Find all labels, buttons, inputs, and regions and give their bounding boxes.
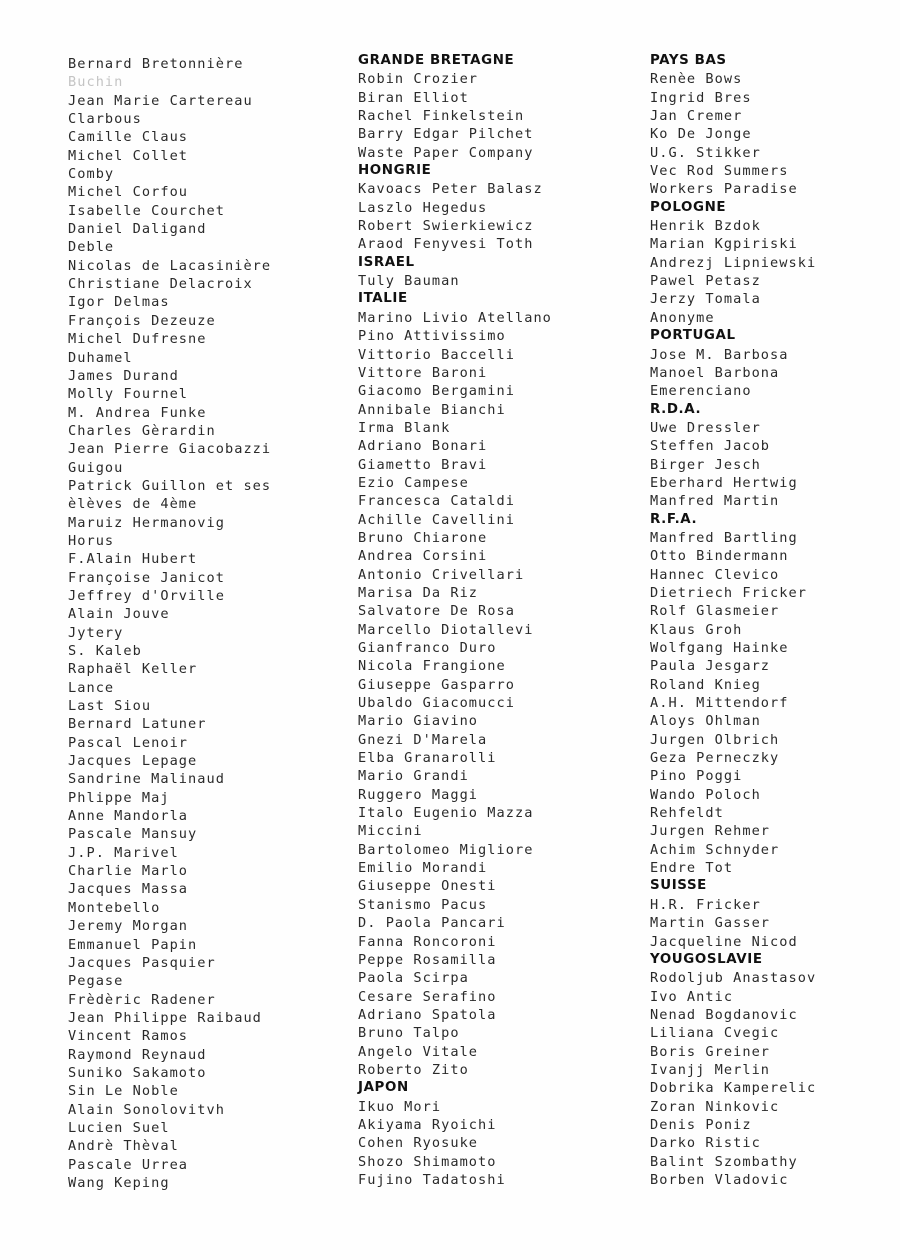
name-column-3 (650, 52, 816, 1189)
country-heading: PAYS BAS (650, 53, 727, 68)
participant-name: Giuseppe Gasparro (358, 676, 515, 693)
participant-name: Michel Collet (68, 147, 189, 164)
participant-name: Jurgen Olbrich (650, 731, 780, 748)
participant-name: Frèdèric Radener (68, 991, 216, 1008)
participant-name: Nicola Frangione (358, 658, 506, 675)
participant-name: Eberhard Hertwig (650, 474, 798, 491)
participant-name: Zoran Ninkovic (650, 1098, 780, 1115)
participant-name: U.G. Stikker (650, 144, 761, 161)
name-column-2 (358, 52, 552, 1189)
participant-name: Pawel Petasz (650, 273, 761, 290)
country-heading: ISRAEL (358, 254, 415, 270)
participant-name: Stanismo Pacus (358, 896, 488, 913)
participant-name: Pascale Urrea (68, 1156, 189, 1173)
participant-name: Françoise Janicot (68, 569, 225, 586)
participant-name: Giacomo Bergamini (358, 383, 515, 400)
participant-name: Alain Sonolovitvh (68, 1101, 225, 1118)
participant-name: Duhamel (68, 349, 133, 366)
participant-name: Emilio Morandi (358, 860, 488, 877)
participant-name: Jean Pierre Giacobazzi (68, 441, 272, 458)
participant-name: Jacques Lepage (68, 753, 198, 770)
participant-name: J.P. Marivel (68, 844, 179, 861)
participant-name: Montebello (68, 899, 161, 916)
participant-name: Buchin (68, 74, 124, 91)
participant-name: Marisa Da Riz (358, 584, 479, 601)
participant-name: Gianfranco Duro (358, 640, 497, 656)
participant-name: Renèe Bows (650, 71, 743, 88)
participant-name: Cohen Ryosuke (358, 1135, 479, 1152)
country-heading: YOUGOSLAVIE (650, 951, 763, 967)
participant-name: Last Siou (68, 698, 152, 715)
participant-name: Isabelle Courchet (68, 202, 225, 219)
participant-name: Maruiz Hermanovig (68, 514, 225, 531)
participant-name: Anonyme (650, 309, 715, 326)
participant-name: Vincent Ramos (68, 1028, 189, 1045)
participant-name: Henrik Bzdok (650, 218, 761, 235)
participant-name: Workers Paradise (650, 181, 798, 198)
country-heading: GRANDE BRETAGNE (358, 53, 515, 68)
participant-name: Jurgen Rehmer (650, 823, 771, 840)
participant-name: Molly Fournel (68, 386, 189, 403)
participant-name: Marian Kgpiriski (650, 236, 798, 253)
participant-name: Lance (68, 679, 115, 696)
participant-name: Angelo Vitale (358, 1043, 479, 1060)
participant-name: Darko Ristic (650, 1135, 761, 1152)
participant-name: Lucien Suel (68, 1119, 170, 1136)
participant-name: A.H. Mittendorf (650, 695, 789, 712)
participant-name: Wando Poloch (650, 786, 761, 803)
participant-name: Jerzy Tomala (650, 291, 761, 308)
participant-name: Rachel Finkelstein (358, 108, 525, 125)
participant-name: Uwe Dressler (650, 419, 761, 436)
participant-name: Christiane Delacroix (68, 276, 253, 293)
participant-name: Nenad Bogdanovic (650, 1006, 798, 1023)
participant-name: Manfred Bartling (650, 529, 798, 546)
participant-name: Shozo Shimamoto (358, 1153, 497, 1170)
participant-name: Rolf Glasmeier (650, 603, 780, 620)
participant-name: Denis Poniz (650, 1116, 752, 1133)
participant-name: Klaus Groh (650, 621, 743, 638)
participant-name: M. Andrea Funke (68, 404, 207, 421)
participant-name: Camille Claus (68, 129, 189, 146)
participant-name: James Durand (68, 367, 179, 384)
participant-name: Robert Swierkiewicz (358, 218, 534, 235)
participant-name: Adriano Bonari (358, 438, 488, 455)
participant-name: Marcello Diotallevi (358, 621, 534, 638)
participant-name: Charlie Marlo (68, 863, 189, 880)
participant-name: Jeremy Morgan (68, 918, 189, 935)
participant-name: Achim Schnyder (650, 841, 780, 858)
participant-name: Andrezj Lipniewski (650, 254, 817, 271)
participant-name: Vec Rod Summers (650, 163, 789, 180)
participant-name: Bernard Latuner (68, 716, 207, 733)
participant-name: Emerenciano (650, 383, 752, 400)
participant-name: Sin Le Noble (68, 1083, 179, 1100)
participant-name: Pino Attivissimo (358, 328, 506, 345)
participant-name: Miccini (358, 823, 423, 840)
participant-name: Boris Greiner (650, 1043, 771, 1060)
participant-name: Manoel Barbona (650, 364, 780, 381)
participant-name: Araod Fenyvesi Toth (358, 236, 534, 253)
participant-name: Jacques Pasquier (68, 954, 216, 971)
participant-name: Martin Gasser (650, 915, 771, 932)
participant-name: Barry Edgar Pilchet (358, 126, 534, 143)
participant-name: Clarbous (68, 111, 142, 128)
participant-name: Vittore Baroni (358, 364, 488, 381)
participant-name: F.Alain Hubert (68, 551, 198, 568)
participant-name: Roland Knieg (650, 676, 761, 693)
participant-name: Mario Grandi (358, 768, 469, 785)
participant-name: Fanna Roncoroni (358, 933, 497, 950)
participant-name: H.R. Fricker (650, 896, 761, 913)
participant-name: Francesca Cataldi (358, 493, 515, 510)
country-heading: ITALIE (358, 291, 408, 307)
participant-name: Rodoljub Anastasov (650, 970, 817, 987)
participant-name: Pascal Lenoir (68, 734, 189, 751)
participant-name: Raphaël Keller (68, 661, 198, 678)
participant-name: Alain Jouve (68, 606, 170, 623)
country-heading: JAPON (358, 1080, 409, 1096)
participant-name: D. Paola Pancari (358, 915, 506, 932)
participant-name: Adriano Spatola (358, 1006, 497, 1023)
participant-name: Fujino Tadatoshi (358, 1171, 506, 1188)
participant-name: Ingrid Bres (650, 89, 752, 106)
participant-name: Roberto Zito (358, 1061, 469, 1078)
participant-name: Borben Vladovic (650, 1171, 789, 1188)
participant-name: Ko De Jonge (650, 126, 752, 143)
participant-name: Jacques Massa (68, 881, 189, 898)
participant-name: Emmanuel Papin (68, 936, 198, 953)
participant-name: Endre Tot (650, 860, 734, 877)
participant-name: Michel Corfou (68, 184, 189, 201)
participant-name: Michel Dufresne (68, 331, 207, 348)
participant-name: Nicolas de Lacasinière (68, 257, 272, 274)
participant-name: Paola Scirpa (358, 970, 469, 987)
participant-name: Bernard Bretonnière (68, 56, 244, 72)
participant-name: Pino Poggi (650, 768, 743, 785)
participant-name: Comby (68, 166, 115, 183)
name-column-1 (68, 55, 271, 1192)
participant-name: Birger Jesch (650, 456, 761, 473)
country-heading: PORTUGAL (650, 328, 736, 344)
participant-name: Biran Elliot (358, 89, 469, 106)
participant-name: Pascale Mansuy (68, 826, 198, 843)
participant-name: Horus (68, 532, 115, 549)
participant-name: Achille Cavellini (358, 511, 515, 528)
participant-name: Antonio Crivellari (358, 566, 525, 583)
participant-name: Irma Blank (358, 419, 451, 436)
country-heading: R.F.A. (650, 511, 698, 527)
participant-name: Hannec Clevico (650, 566, 780, 583)
participant-name: Robin Crozier (358, 71, 479, 88)
participant-name: François Dezeuze (68, 312, 216, 329)
participant-name: Jan Cremer (650, 108, 743, 125)
participant-name: Charles Gèrardin (68, 422, 216, 439)
participant-name: Akiyama Ryoichi (358, 1116, 497, 1133)
participant-name: Patrick Guillon et ses (68, 477, 272, 494)
participant-name: Tuly Bauman (358, 273, 460, 290)
participant-name: S. Kaleb (68, 643, 142, 659)
participant-name: Jose M. Barbosa (650, 346, 789, 363)
participant-name: Aloys Ohlman (650, 713, 761, 730)
participant-name: Mario Giavino (358, 713, 479, 730)
participant-name: Kavoacs Peter Balasz (358, 181, 543, 198)
participant-name: Annibale Bianchi (358, 401, 506, 418)
participant-name: Andrè Thèval (68, 1138, 179, 1155)
participant-name: Jean Philippe Raibaud (68, 1009, 262, 1026)
participant-name: Ezio Campese (358, 474, 469, 491)
participant-name: Paula Jesgarz (650, 658, 771, 675)
participant-name: Marino Livio Atellano (358, 309, 552, 326)
participant-name: Giuseppe Onesti (358, 878, 497, 895)
country-heading: SUISSE (650, 878, 707, 894)
country-heading: HONGRIE (358, 163, 432, 179)
participant-name: Jeffrey d'Orville (68, 587, 225, 604)
participant-name: Phlippe Maj (68, 789, 170, 806)
participant-name: Manfred Martin (650, 493, 780, 510)
participant-name: Peppe Rosamilla (358, 951, 497, 968)
participant-name: Wolfgang Hainke (650, 640, 789, 656)
participant-name: Waste Paper Company (358, 144, 534, 161)
participant-name: Italo Eugenio Mazza (358, 805, 534, 822)
participant-name: Igor Delmas (68, 294, 170, 311)
participant-name: Sandrine Malinaud (68, 771, 225, 788)
participant-name: Andrea Corsini (358, 548, 488, 565)
participant-name: Wang Keping (68, 1174, 170, 1191)
participant-name: Steffen Jacob (650, 438, 771, 455)
participant-name: Vittorio Baccelli (358, 346, 515, 363)
participant-name: Ikuo Mori (358, 1098, 442, 1115)
participant-name: Anne Mandorla (68, 808, 189, 825)
participant-name: Deble (68, 239, 115, 256)
participant-name: Elba Granarolli (358, 750, 497, 767)
participant-name: èlèves de 4ème (68, 496, 198, 513)
participant-name: Ivanjj Merlin (650, 1061, 771, 1078)
participant-name: Dobrika Kamperelic (650, 1080, 817, 1097)
participant-name: Otto Bindermann (650, 548, 789, 565)
participant-name: Dietriech Fricker (650, 584, 807, 601)
participant-name: Bruno Talpo (358, 1025, 460, 1042)
participant-name: Pegase (68, 973, 124, 990)
participant-name: Ubaldo Giacomucci (358, 695, 515, 712)
participant-name: Giametto Bravi (358, 456, 488, 473)
participant-name: Liliana Cvegic (650, 1025, 780, 1042)
participant-name: Daniel Daligand (68, 221, 207, 238)
participant-name: Ruggero Maggi (358, 786, 479, 803)
participant-name: Geza Perneczky (650, 750, 780, 767)
participant-name: Balint Szombathy (650, 1153, 798, 1170)
participant-name: Jytery (68, 624, 124, 641)
country-heading: R.D.A. (650, 401, 702, 417)
participant-name: Suniko Sakamoto (68, 1064, 207, 1081)
participant-name: Raymond Reynaud (68, 1046, 207, 1063)
participant-name: Cesare Serafino (358, 988, 497, 1005)
country-heading: POLOGNE (650, 199, 727, 215)
participant-name: Ivo Antic (650, 988, 734, 1005)
participant-name: Salvatore De Rosa (358, 603, 515, 620)
participant-name: Guigou (68, 459, 124, 476)
participant-name: Bartolomeo Migliore (358, 841, 534, 858)
participant-name: Jacqueline Nicod (650, 933, 798, 950)
participant-name: Bruno Chiarone (358, 529, 488, 546)
participant-name: Gnezi D'Marela (358, 731, 488, 748)
participant-name: Jean Marie Cartereau (68, 92, 253, 109)
participant-name: Rehfeldt (650, 805, 724, 822)
participant-name: Laszlo Hegedus (358, 199, 488, 216)
